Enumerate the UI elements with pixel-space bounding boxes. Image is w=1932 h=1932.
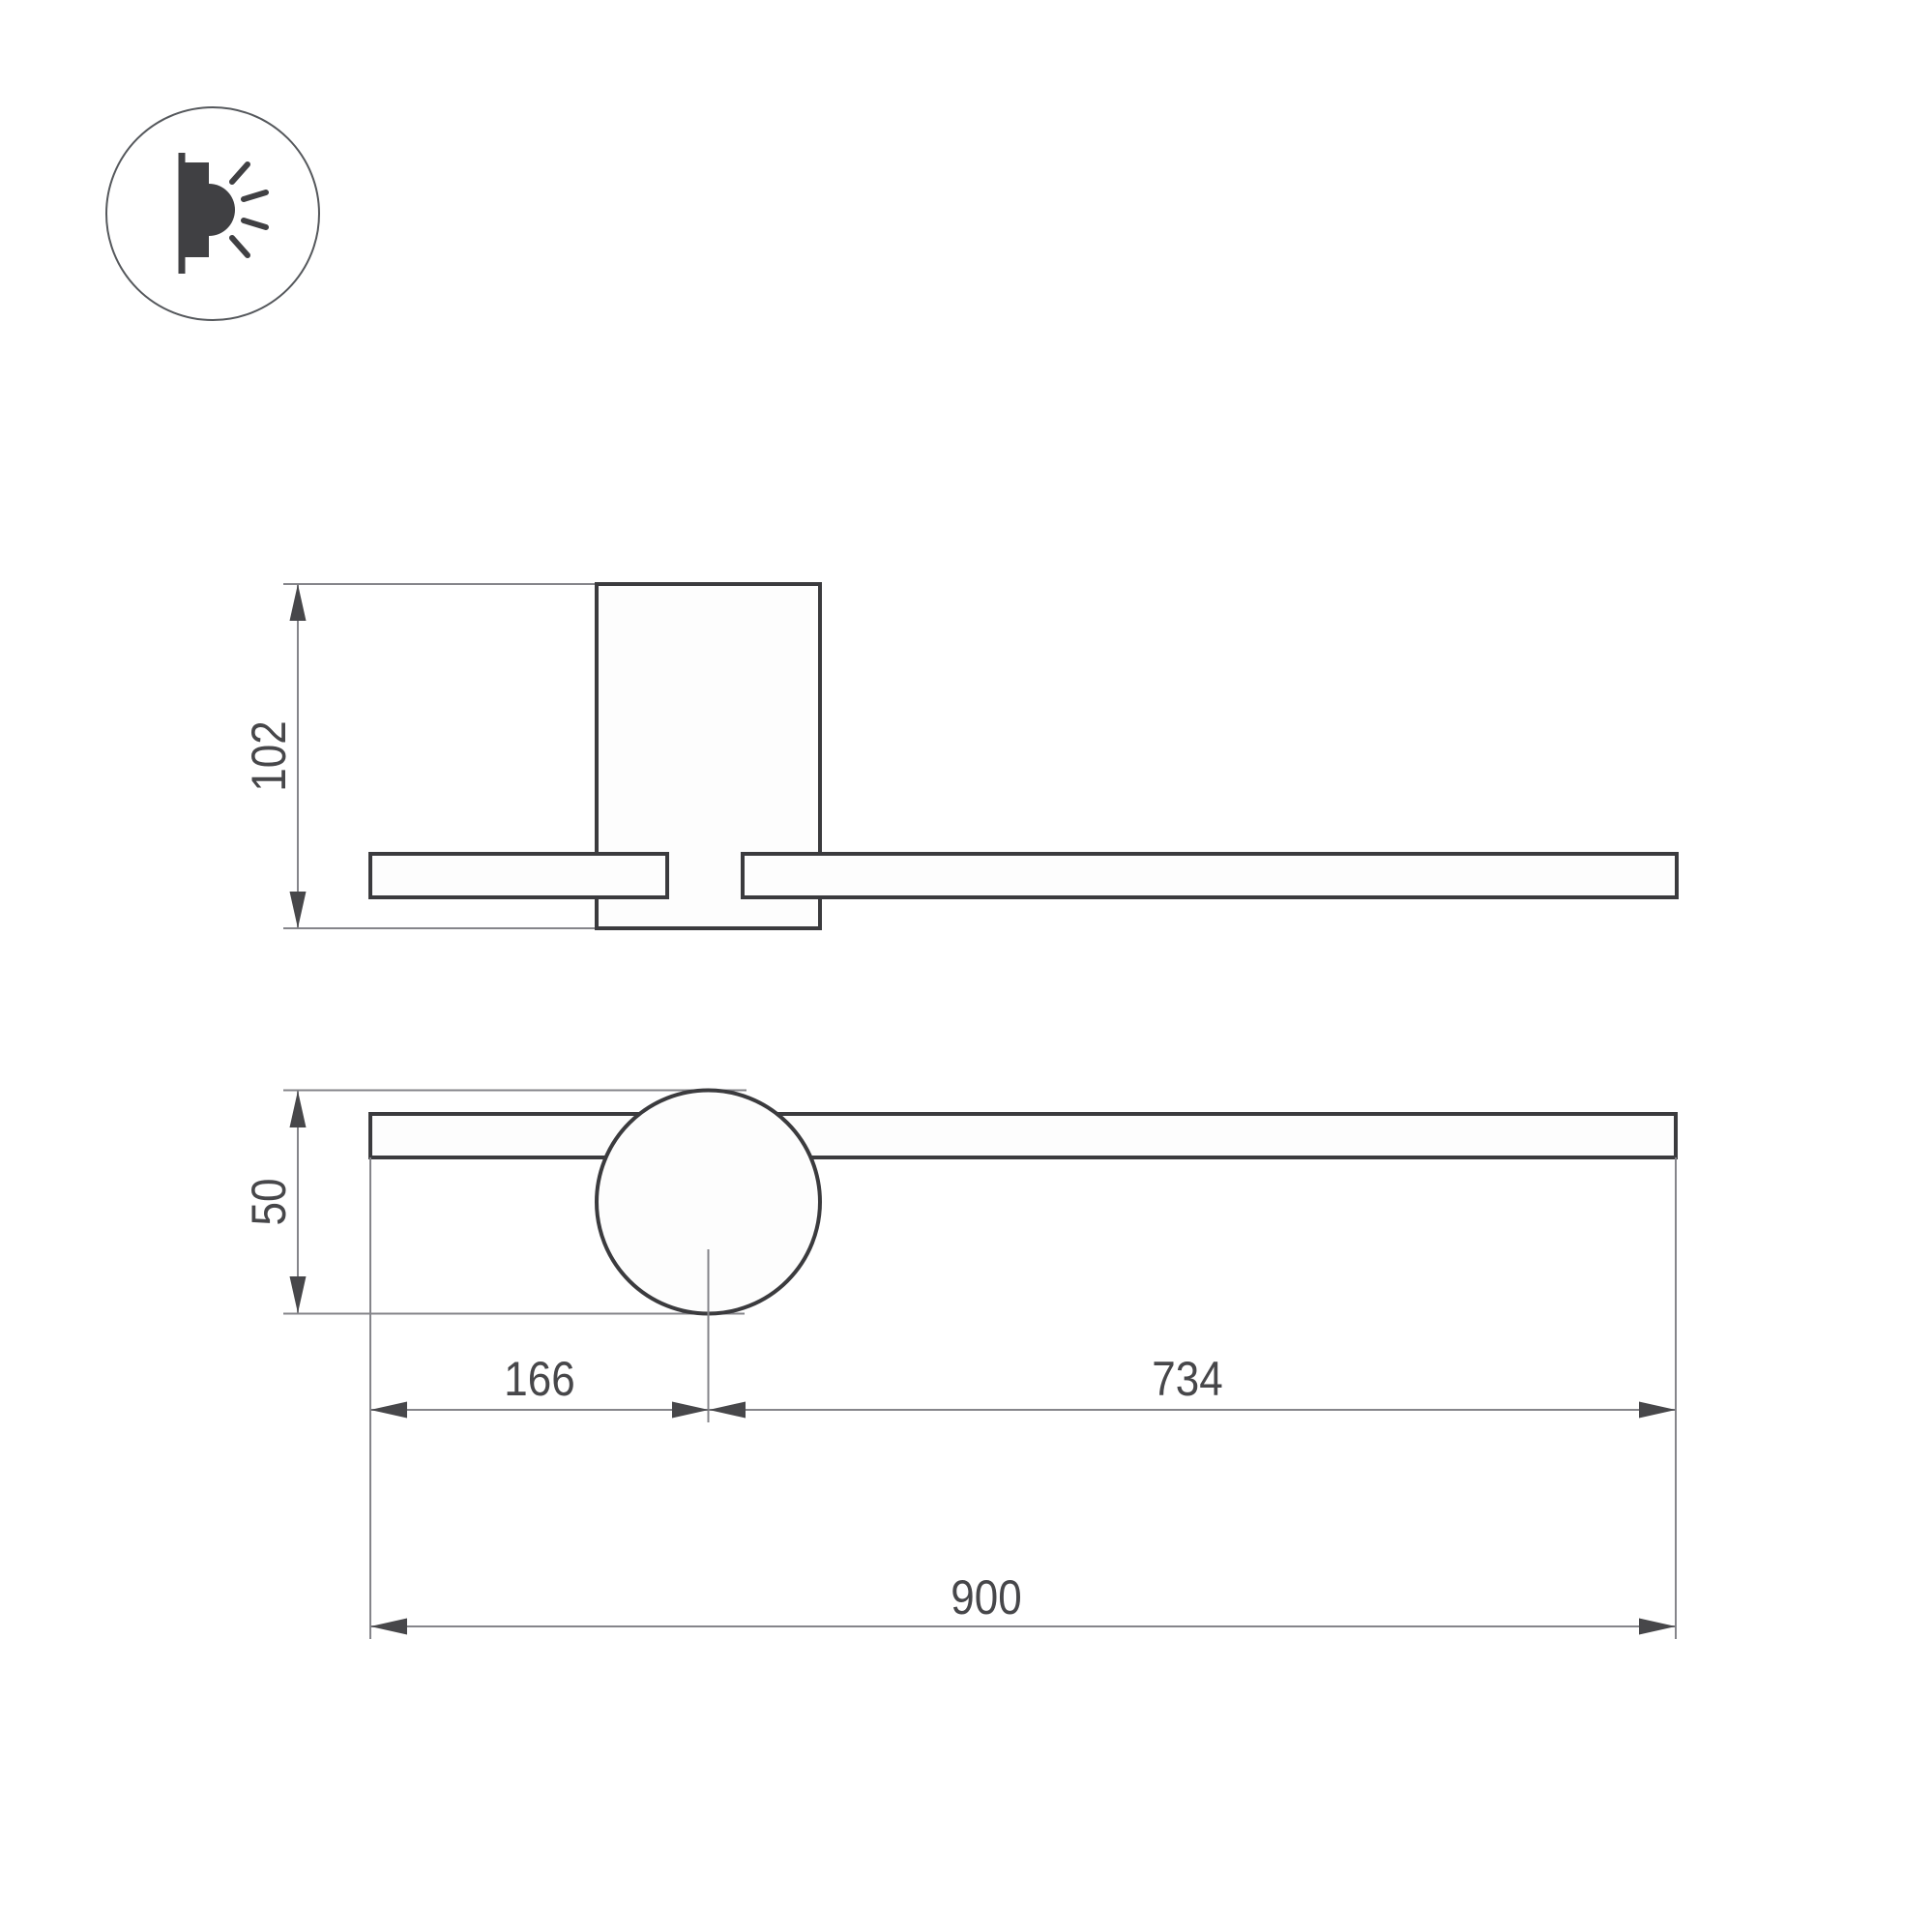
side-view [241, 584, 1677, 928]
arrow-up-icon [290, 1091, 307, 1127]
dimension-label-102: 102 [241, 720, 296, 792]
dimension-label-734: 734 [1152, 1351, 1223, 1406]
wall-light-icon [106, 107, 319, 320]
arrow-right-icon [672, 1402, 709, 1419]
arrow-left-icon [370, 1402, 407, 1419]
arrow-left-icon [709, 1402, 746, 1419]
arrow-down-icon [290, 892, 307, 928]
dimension-label-166: 166 [504, 1351, 575, 1406]
side-view-arm-left [370, 854, 667, 897]
dimension-label-900: 900 [951, 1569, 1022, 1625]
dimension-label-50: 50 [241, 1178, 296, 1226]
arrow-right-icon [1639, 1619, 1676, 1635]
icon-lamp-body [182, 162, 209, 257]
side-view-arm-right [743, 854, 1677, 897]
front-view-arm [370, 1114, 1676, 1157]
arrow-down-icon [290, 1276, 307, 1313]
front-view [241, 1091, 1676, 1640]
arrow-left-icon [370, 1619, 407, 1635]
arrow-right-icon [1639, 1402, 1676, 1419]
arrow-up-icon [290, 584, 307, 621]
